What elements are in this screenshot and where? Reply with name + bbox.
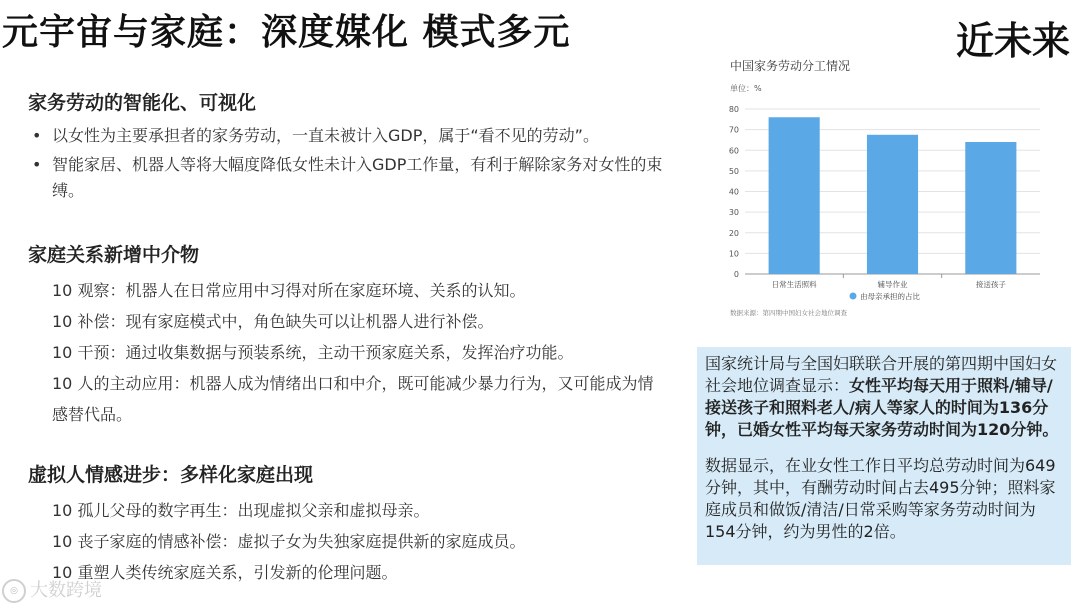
- chart-y-axis: [729, 105, 739, 279]
- watermark-logo-icon: ◎: [2, 579, 26, 603]
- list-item: [28, 152, 688, 204]
- chart-y-tick-label: 20: [728, 228, 739, 238]
- corner-label: 近未来: [955, 19, 1070, 63]
- chart-y-tick-label: 80: [728, 105, 739, 114]
- list-item-text: 智能家居、机器人等将大幅度降低女性未计入GDP工作量，有利于解除家务对女性的束缚。: [52, 155, 663, 200]
- chart-unit-label: 单位：%: [730, 84, 762, 93]
- section-heading: 家庭关系新增中介物: [28, 244, 200, 266]
- chart-y-tick-label: 50: [728, 166, 739, 176]
- chart-y-tick-label: 60: [728, 146, 739, 156]
- list-item: [28, 526, 688, 557]
- numbered-bullet-icon: 10: [52, 312, 73, 331]
- numbered-bullet-icon: 10: [52, 281, 73, 300]
- list-item-text: 人的主动应用：机器人成为情绪出口和中介，既可能减少暴力行为，又可能成为情感替代品。: [52, 374, 654, 424]
- watermark: [2, 576, 102, 603]
- section-family-relations: [28, 240, 688, 430]
- section-heading: 家务劳动的智能化、可视化: [28, 92, 257, 114]
- numbered-bullet-icon: 10: [52, 532, 73, 551]
- section-heading: 虚拟人情感进步：多样化家庭出现: [28, 464, 314, 486]
- bullet-icon: •: [32, 126, 42, 145]
- chart-x-tick-label: 接送孩子: [975, 280, 1006, 289]
- bar-chart: [715, 52, 1055, 322]
- section-virtual-human: [28, 460, 688, 588]
- list-item: [28, 306, 688, 337]
- list-item: [28, 368, 688, 430]
- list-item-text: 观察：机器人在日常应用中习得对所在家庭环境、关系的认知。: [77, 281, 526, 300]
- chart-y-tick-label: 10: [728, 249, 739, 259]
- list-item-text: 重塑人类传统家庭关系，引发新的伦理问题。: [77, 563, 398, 582]
- chart-y-tick-label: 30: [728, 208, 739, 218]
- list-item: [28, 123, 688, 149]
- chart-bar: [965, 142, 1016, 274]
- chart-legend-label: 由母亲承担的占比: [860, 292, 920, 301]
- chart-title: 中国家务劳动分工情况: [730, 59, 851, 73]
- section-housework: [28, 88, 688, 207]
- numbered-bullet-icon: 10: [52, 563, 73, 582]
- chart-y-tick-label: 40: [728, 187, 739, 197]
- chart-y-tick-label: 0: [733, 270, 739, 279]
- note-paragraph: 数据显示，在业女性工作日平均总劳动时间为649分钟，其中，有酬劳动时间占去495分钟；照料家庭成员和做饭/清洁/日常采购等家务劳动时间为154分钟，约为男性的2倍。: [705, 456, 1056, 541]
- chart-legend-marker: [850, 293, 857, 300]
- list-item-text: 以女性为主要承担者的家务劳动，一直未被计入GDP，属于“看不见的劳动”。: [52, 126, 599, 145]
- chart-bars: [769, 117, 1017, 274]
- numbered-bullet-icon: 10: [52, 501, 73, 520]
- list-item: [28, 337, 688, 368]
- note-highlight: 女性平均每天用于照料/辅导/接送孩子和照料老人/病人等家人的时间为136分钟，已婚女性平均每天家务劳动时间为120分钟。: [705, 376, 1059, 439]
- chart-x-tick-label: 日常生活照料: [771, 280, 817, 289]
- chart-source: 数据来源：第四期中国妇女社会地位调查: [730, 309, 847, 317]
- list-item: [28, 495, 688, 526]
- chart-bar: [769, 117, 820, 274]
- chart-x-axis: [772, 279, 1007, 289]
- chart-x-tick-label: 辅导作业: [877, 280, 908, 289]
- chart-legend: [850, 291, 921, 301]
- numbered-bullet-icon: 10: [52, 374, 73, 393]
- statistics-note: [697, 347, 1071, 565]
- page-title: 元宇宙与家庭：深度媒化 模式多元: [2, 12, 571, 53]
- list-item-text: 补偿：现有家庭模式中，角色缺失可以让机器人进行补偿。: [77, 312, 494, 331]
- list-item: [28, 557, 688, 588]
- watermark-text: 大数跨境: [30, 580, 102, 601]
- list-item: [28, 275, 688, 306]
- chart-y-tick-label: 70: [728, 125, 739, 135]
- bullet-icon: •: [32, 155, 42, 174]
- numbered-bullet-icon: 10: [52, 343, 73, 362]
- note-intro: 国家统计局与全国妇联联合开展的第四期中国妇女社会地位调查显示：: [705, 354, 1058, 395]
- list-item-text: 孤儿父母的数字再生：出现虚拟父亲和虚拟母亲。: [77, 501, 430, 520]
- chart-bar: [867, 135, 918, 274]
- list-item-text: 干预：通过收集数据与预装系统，主动干预家庭关系，发挥治疗功能。: [77, 343, 574, 362]
- list-item-text: 丧子家庭的情感补偿：虚拟子女为失独家庭提供新的家庭成员。: [77, 532, 526, 551]
